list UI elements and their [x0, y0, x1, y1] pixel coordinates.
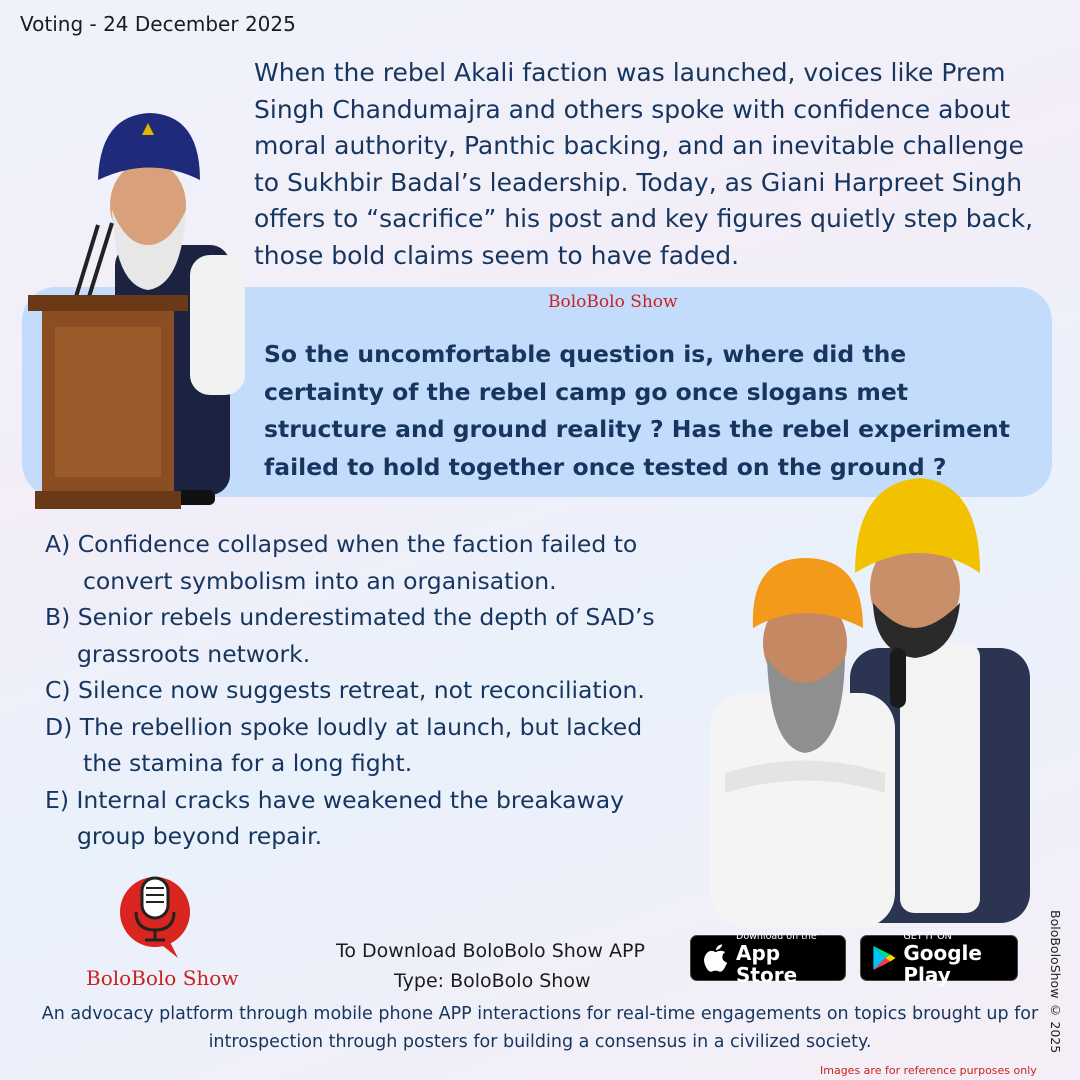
google-play-big-text: Google Play — [903, 940, 982, 987]
question-box-brand: BoloBolo Show — [548, 292, 678, 312]
copyright-label: BoloBoloShow © 2025 — [1048, 910, 1063, 1054]
microphone-chat-icon — [118, 872, 192, 960]
poll-option-c[interactable]: C) Silence now suggests retreat, not reconciliation. — [45, 676, 645, 704]
intro-paragraph: When the rebel Akali faction was launched, voices like Prem Singh Chandumajra and others spoke with confidence about moral authority, Panthic backing, and an inevitable challenge to Sukhbir Badal’s leadership. Today, as Giani Harpreet Singh offers to “sacrifice” his post and key figures quietly step back, those bold claims seem to have faded. — [254, 58, 1034, 270]
logo-brand-name: BoloBolo Show — [86, 966, 239, 990]
poll-question: So the uncomfortable question is, where did the certainty of the rebel camp go once slogans met structure and ground reality ? Has the rebel experiment failed to hold together once tested on the ground ? — [264, 340, 1010, 481]
footer-description: An advocacy platform through mobile phone APP interactions for real-time engagements on topics brought up for introspection through posters for building a consensus in a civilized society. — [41, 1004, 1039, 1052]
download-type-instruction: Type: BoloBolo Show — [394, 970, 591, 992]
google-play-badge[interactable] — [860, 930, 1018, 987]
poll-option-a[interactable]: A) Confidence collapsed when the faction failed to convert symbolism into an organisation. — [45, 530, 638, 595]
app-store-big-text: App Store — [736, 940, 798, 987]
poll-option-d[interactable]: D) The rebellion spoke loudly at launch, but lacked the stamina for a long fight. — [45, 712, 643, 777]
poll-option-b[interactable]: B) Senior rebels underestimated the depth of SAD’s grassroots network. — [45, 603, 655, 668]
play-triangle-icon — [870, 942, 897, 974]
app-store-small-text: Download on the — [736, 930, 817, 942]
apple-icon — [699, 941, 732, 975]
politician-at-podium-image — [20, 95, 260, 520]
download-instruction: To Download BoloBolo Show APP — [336, 940, 645, 962]
two-leaders-image — [705, 478, 1055, 928]
poll-options — [45, 526, 725, 855]
image-disclaimer: Images are for reference purposes only — [820, 1064, 1037, 1077]
date-label: Voting - 24 December 2025 — [20, 12, 296, 36]
google-play-small-text: GET IT ON — [903, 930, 952, 942]
app-store-badge[interactable] — [690, 930, 846, 987]
poll-option-e[interactable]: E) Internal cracks have weakened the breakaway group beyond repair. — [45, 785, 625, 850]
